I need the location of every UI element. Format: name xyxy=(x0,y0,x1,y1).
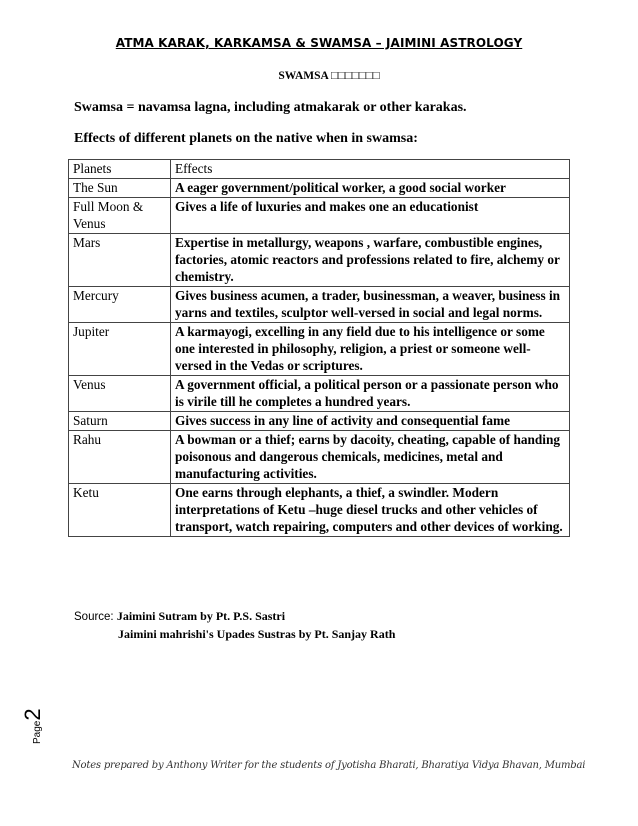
effect-cell: A government official, a political person or a passionate person who is virile till he completes a hundred years. xyxy=(171,376,570,412)
table-row xyxy=(69,179,570,198)
effect-cell: A karmayogi, excelling in any field due to his intelligence or some one interested in philosophy, religion, a priest or someone well-versed in the Vedas or scriptures. xyxy=(171,323,570,376)
document-title: ATMA KARAK, KARKAMSA & SWAMSA – JAIMINI ASTROLOGY xyxy=(115,36,523,50)
table-row xyxy=(69,198,570,234)
planet-cell: Rahu xyxy=(69,431,171,484)
intro-definition: Swamsa = navamsa lagna, including atmakarak or other karakas. xyxy=(74,100,467,115)
planet-cell: Saturn xyxy=(69,412,171,431)
page-number-value: 2 xyxy=(20,708,45,721)
table-row xyxy=(69,376,570,412)
planet-cell: Mars xyxy=(69,234,171,287)
planet-effects-table xyxy=(68,159,570,537)
planet-cell: Ketu xyxy=(69,484,171,537)
planet-cell: Mercury xyxy=(69,287,171,323)
planet-cell: Full Moon & Venus xyxy=(69,198,171,234)
effect-cell: Expertise in metallurgy, weapons , warfare, combustible engines, factories, atomic reactors and professions related to fire, alchemy or chemistry. xyxy=(171,234,570,287)
planet-cell: Jupiter xyxy=(69,323,171,376)
effect-cell: A bowman or a thief; earns by dacoity, cheating, capable of handing poisonous and dangerous chemicals, medicines, metal and manufacturing activities. xyxy=(171,431,570,484)
header-planets: Planets xyxy=(69,160,171,179)
source-label: Source: xyxy=(74,611,114,623)
effect-cell: Gives success in any line of activity and consequential fame xyxy=(171,412,570,431)
page-label: Page xyxy=(32,720,43,744)
table-row xyxy=(69,484,570,537)
header-effects: Effects xyxy=(171,160,570,179)
source-line-2: Jaimini mahrishi's Upades Sustras by Pt. Sanjay Rath xyxy=(118,627,396,641)
table-row xyxy=(69,323,570,376)
table-row xyxy=(69,287,570,323)
table-row xyxy=(69,412,570,431)
planet-cell: Venus xyxy=(69,376,171,412)
footer-note: Notes prepared by Anthony Writer for the students of Jyotisha Bharati, Bharatiya Vidya Bhavan, Mumbai xyxy=(72,760,586,771)
effect-cell: A eager government/political worker, a good social worker xyxy=(171,179,570,198)
effect-cell: Gives business acumen, a trader, businessman, a weaver, business in yarns and textiles, sculptor well-versed in social and legal norms. xyxy=(171,287,570,323)
source-line-1: Jaimini Sutram by Pt. P.S. Sastri xyxy=(116,609,286,623)
table-header-row xyxy=(69,160,570,179)
table-row xyxy=(69,431,570,484)
source-citation xyxy=(74,608,395,643)
table-row xyxy=(69,234,570,287)
effect-cell: Gives a life of luxuries and makes one an educationist xyxy=(171,198,570,234)
section-subtitle: SWAMSA □□□□□□□ xyxy=(278,70,380,82)
effect-cell: One earns through elephants, a thief, a swindler. Modern interpretations of Ketu –huge diesel trucks and other vehicles of transport, watch repairing, computers and other devices of working. xyxy=(171,484,570,537)
page-number xyxy=(20,708,46,744)
planet-cell: The Sun xyxy=(69,179,171,198)
intro-effects-heading: Effects of different planets on the native when in swamsa: xyxy=(74,131,418,146)
